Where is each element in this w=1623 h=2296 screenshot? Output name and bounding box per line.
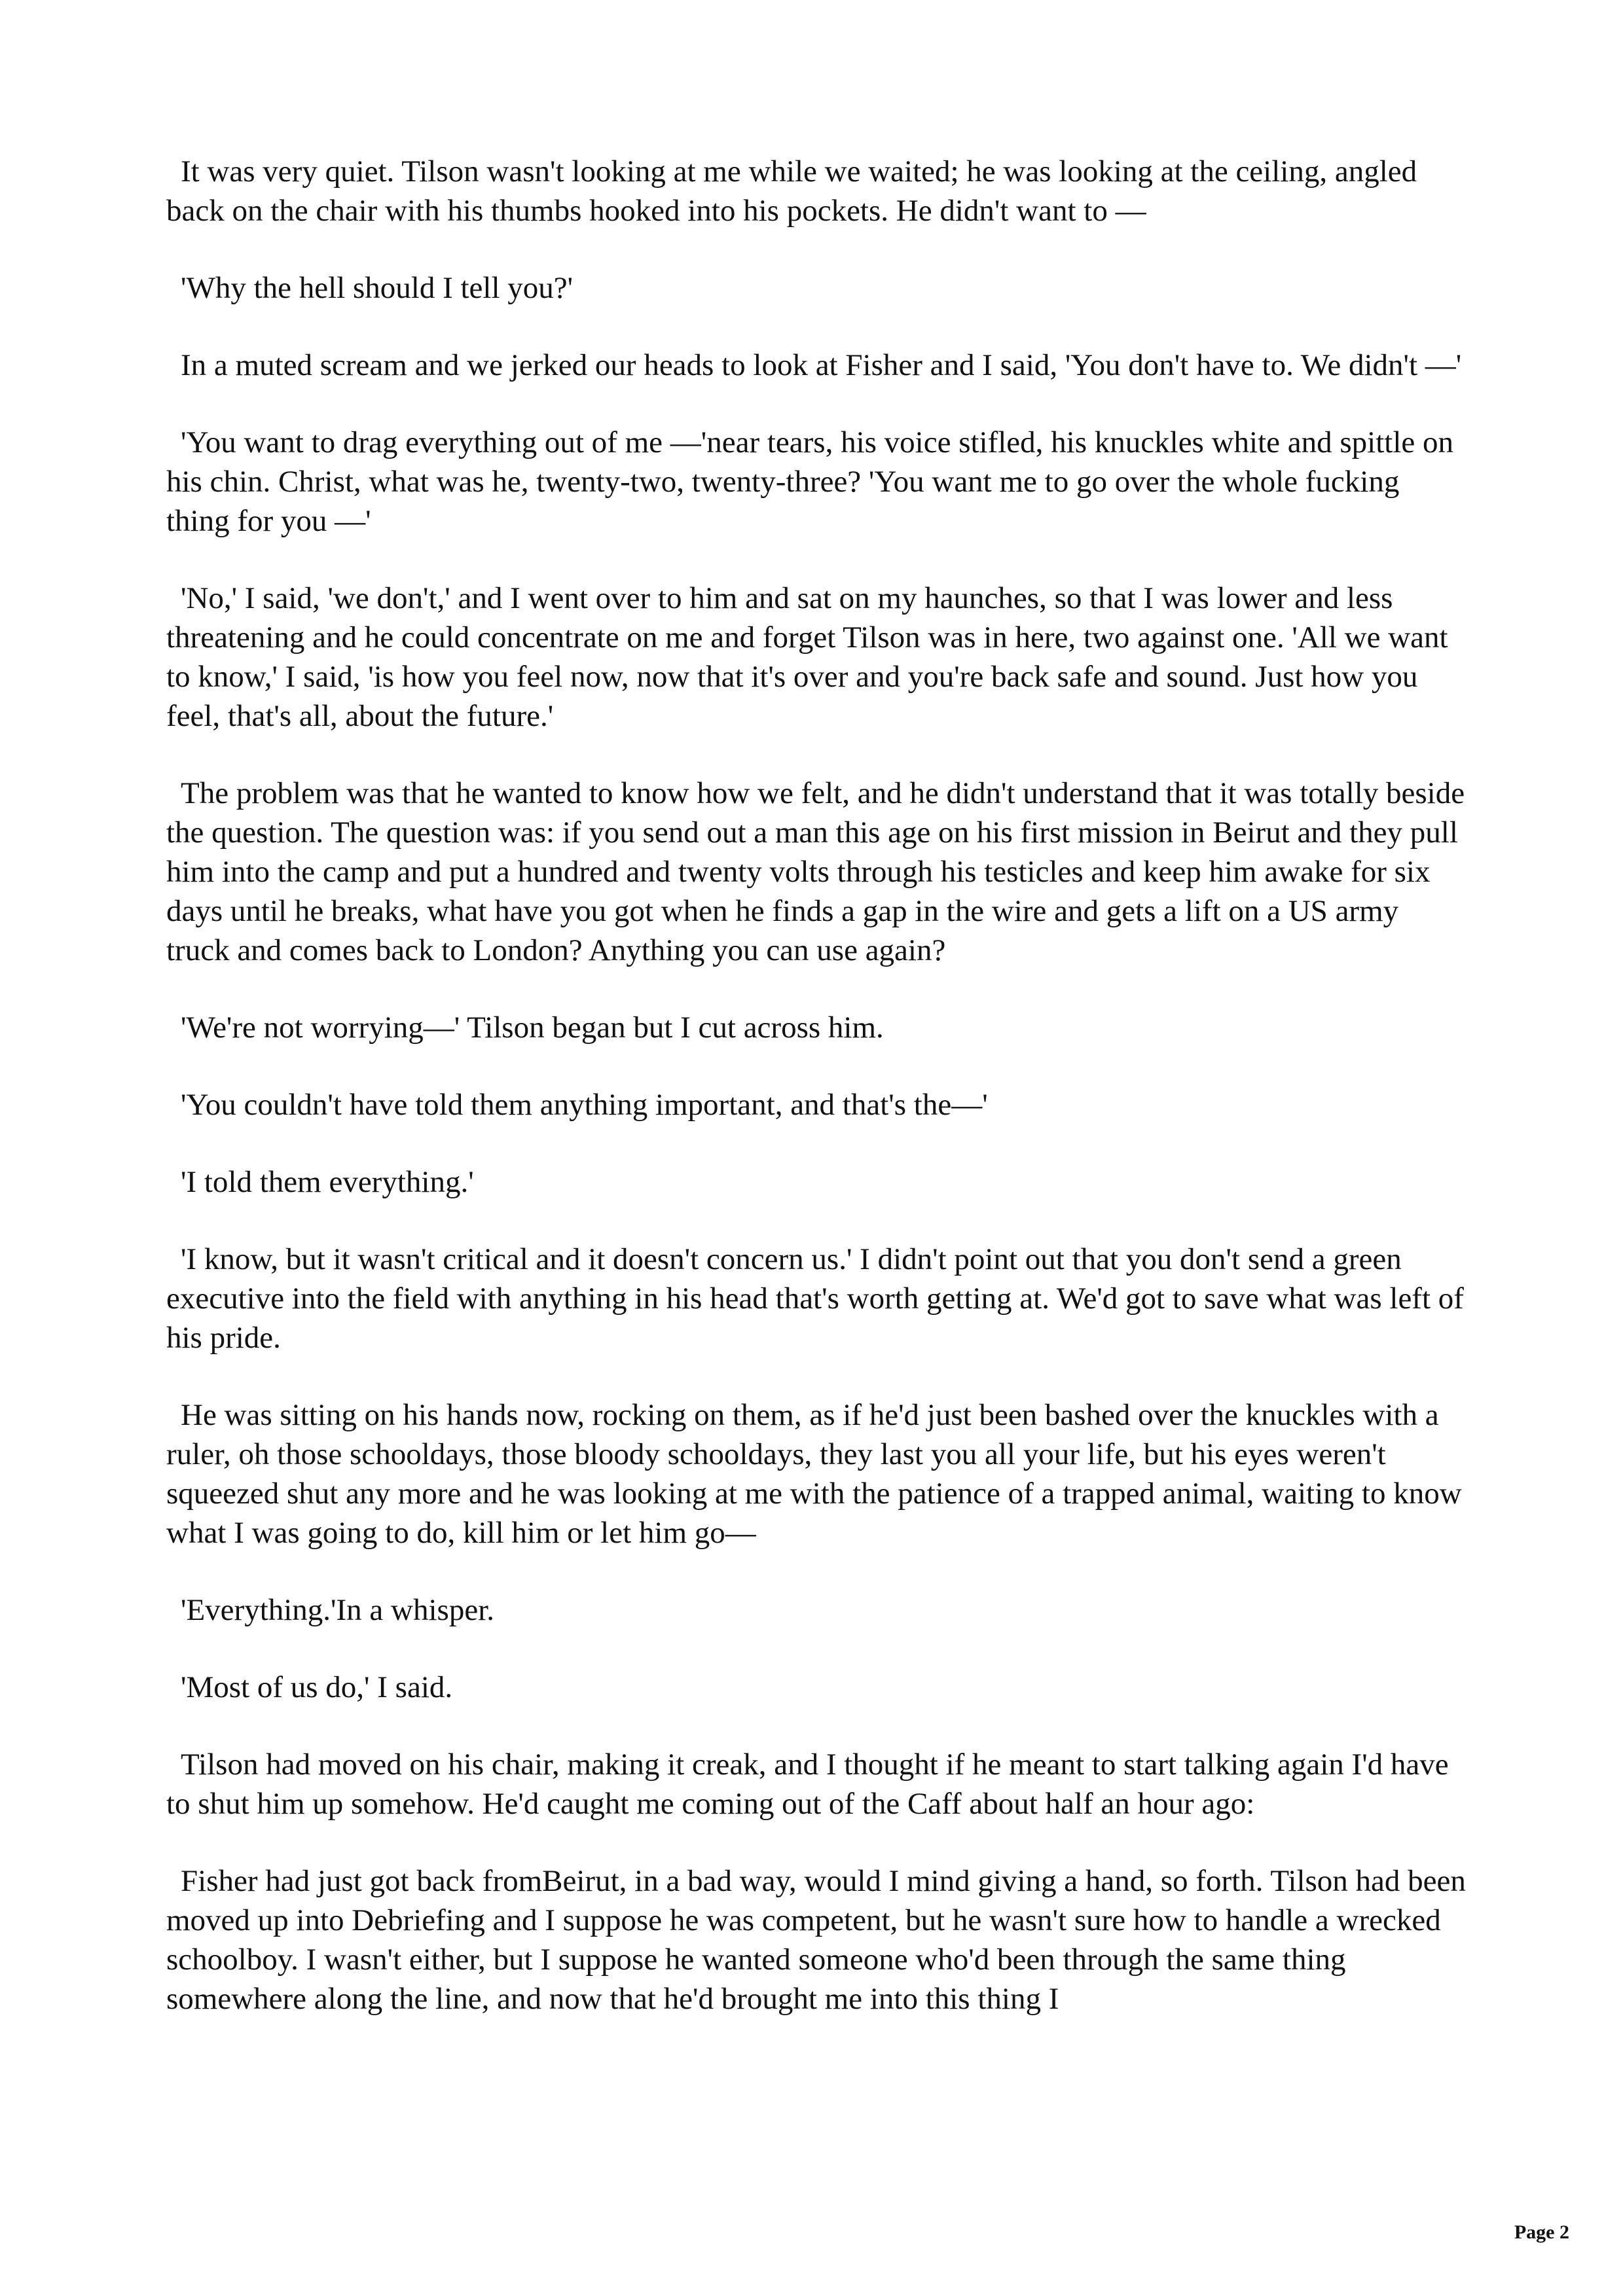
paragraph-2: 'Why the hell should I tell you?' [181,271,574,305]
paragraph-7: 'We're not worrying—' Tilson began but I cut across him. [181,1011,884,1045]
paragraph-5: 'No,' I said, 'we don't,' and I went over to him and sat on my haunches, so that I was lower and less threatening and he could concentrate on me and forget Tilson was in here, two against one. 'All we want to know,' I said, 'is how you feel now, now that it's over and you're back safe and sound. Just how you feel, that's all, about the future.' [166,581,1448,733]
body-text [166,152,1467,2056]
paragraph-12: 'Everything.'In a whisper. [181,1593,494,1627]
paragraph-15: Fisher had just got back fromBeirut, in a bad way, would I mind giving a hand, so forth. Tilson had been moved up into Debriefing and I suppose he was competent, but he wasn't sure how to handle a wrecked schoolboy. I wasn't either, but I suppose he wanted someone who'd been through the same thing somewhere along the line, and now that he'd brought me into this thing I [166,1864,1466,2016]
paragraph-10: 'I know, but it wasn't critical and it doesn't concern us.' I didn't point out that you don't send a green executive into the field with anything in his head that's worth getting at. We'd got to save what was left of his pride. [166,1242,1464,1355]
paragraph-13: 'Most of us do,' I said. [181,1670,453,1704]
paragraph-1: It was very quiet. Tilson wasn't looking at me while we waited; he was looking at the ceiling, angled back on the chair with his thumbs hooked into his pockets. He didn't want to — [166,154,1417,228]
paragraph-6: The problem was that he wanted to know how we felt, and he didn't understand that it was totally beside the question. The question was: if you send out a man this age on his first mission in Beirut and they pull him into the camp and put a hundred and twenty volts through his testicles and keep him awake for six days until he breaks, what have you got when he finds a gap in the wire and gets a lift on a US army truck and comes back to London? Anything you can use again? [166,776,1465,967]
paragraph-14: Tilson had moved on his chair, making it creak, and I thought if he meant to start talking again I'd have to shut him up somehow. He'd caught me coming out of the Caff about half an hour ago: [166,1748,1449,1821]
page-number: Page 2 [1514,2221,1569,2243]
paragraph-4: 'You want to drag everything out of me —'near tears, his voice stifled, his knuckles white and spittle on his chin. Christ, what was he, twenty-two, twenty-three? 'You want me to go over the whole fucking thing for you —' [166,425,1454,538]
paragraph-9: 'I told them everything.' [181,1165,474,1199]
paragraph-3: In a muted scream and we jerked our heads to look at Fisher and I said, 'You don't have to. We didn't —' [181,348,1462,382]
paragraph-8: 'You couldn't have told them anything important, and that's the—' [181,1088,988,1122]
paragraph-11: He was sitting on his hands now, rocking on them, as if he'd just been bashed over the knuckles with a ruler, oh those schooldays, those bloody schooldays, they last you all your life, but his eyes weren't squeezed shut any more and he was looking at me with the patience of a trapped animal, waiting to know what I was going to do, kill him or let him go— [166,1398,1462,1550]
